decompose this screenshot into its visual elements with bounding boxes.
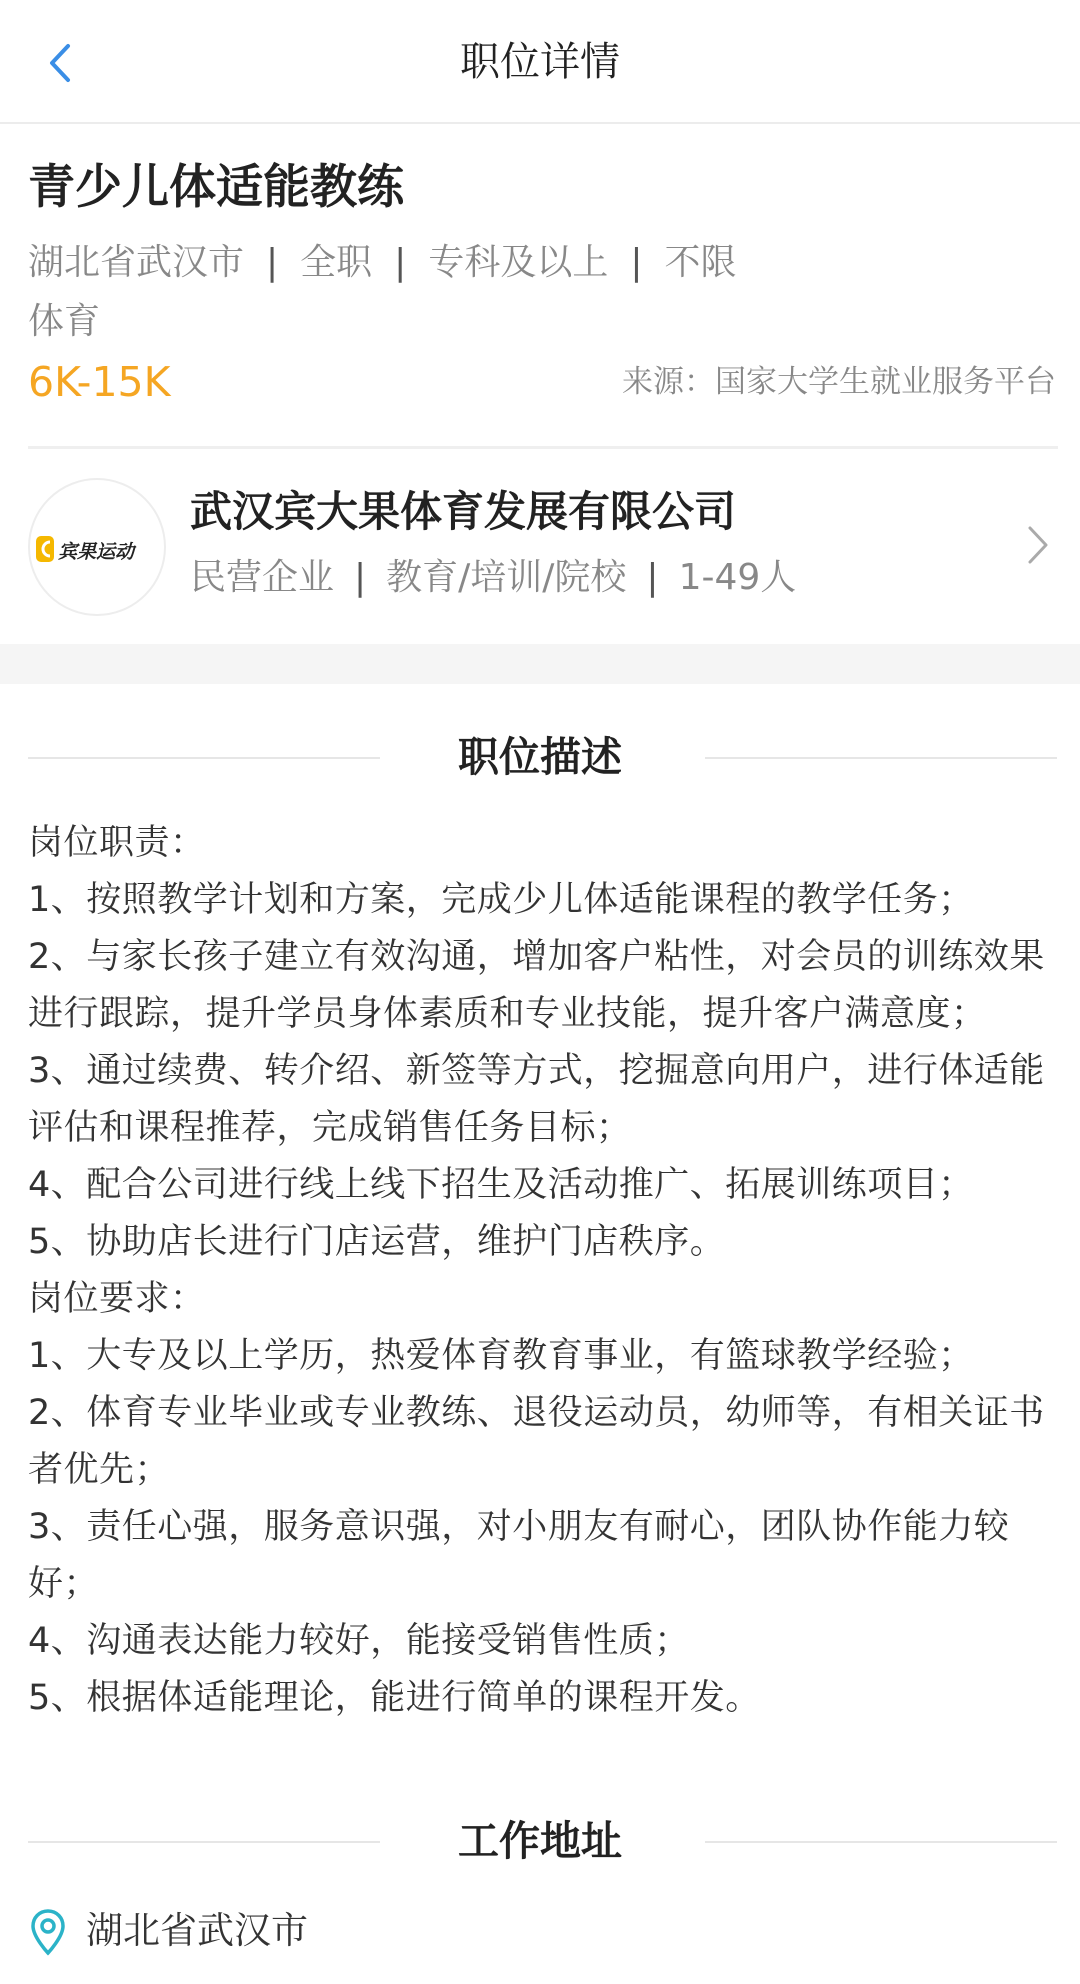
nav-bar — [0, 0, 1080, 124]
address-heading — [0, 1811, 1080, 1871]
description-line: 5、根据体适能理论，能进行简单的课程开发。 — [28, 1678, 761, 1718]
description-line: 3、责任心强，服务意识强，对小朋友有耐心，团队协作能力较好； — [28, 1507, 1010, 1604]
company-logo-image — [30, 480, 166, 616]
description-line: 3、通过续费、转介绍、新签等方式，挖掘意向用户，进行体适能评估和课程推荐，完成销售任务目标； — [28, 1051, 1045, 1148]
company-ownership: 民营企业 — [190, 557, 335, 598]
section-spacer — [0, 644, 1080, 684]
company-meta — [190, 552, 796, 604]
description-line: 4、沟通表达能力较好，能接受销售性质； — [28, 1621, 690, 1661]
job-type: 全职 — [300, 242, 373, 283]
chevron-right-icon — [1024, 522, 1052, 568]
description-line: 岗位要求： — [28, 1279, 206, 1319]
location-pin-icon — [28, 1907, 68, 1957]
description-line: 4、配合公司进行线上线下招生及活动推广、拓展训练项目； — [28, 1165, 974, 1205]
company-logo — [28, 478, 166, 616]
job-education: 专科及以上 — [428, 242, 609, 283]
job-salary: 6K-15K — [28, 358, 171, 406]
description-line: 岗位职责： — [28, 823, 206, 863]
description-line: 1、按照教学计划和方案，完成少儿体适能课程的教学任务； — [28, 880, 974, 920]
address-title: 工作地址 — [458, 1817, 622, 1865]
company-industry: 教育/培训/院校 — [386, 557, 627, 598]
separator: | — [354, 557, 367, 598]
company-size: 1-49人 — [678, 557, 797, 598]
divider — [705, 1841, 1057, 1843]
job-experience: 不限 — [664, 242, 737, 283]
separator: | — [266, 242, 279, 283]
description-line: 2、体育专业毕业或专业教练、退役运动员，幼师等，有相关证书者优先； — [28, 1393, 1045, 1490]
address-text: 湖北省武汉市 — [86, 1909, 308, 1952]
description-title: 职位描述 — [458, 733, 622, 781]
company-name: 武汉宾大果体育发展有限公司 — [190, 487, 737, 536]
separator: | — [394, 242, 407, 283]
job-meta — [28, 237, 736, 289]
separator: | — [630, 242, 643, 283]
job-source: 来源：国家大学生就业服务平台 — [622, 364, 1056, 400]
divider — [28, 446, 1058, 449]
job-title: 青少儿体适能教练 — [28, 160, 404, 215]
company-card[interactable] — [0, 460, 1080, 628]
description-line: 2、与家长孩子建立有效沟通，增加客户粘性，对会员的训练效果进行跟踪，提升学员身体素质和专业技能，提升客户满意度； — [28, 937, 1045, 1034]
page-title: 职位详情 — [460, 39, 620, 85]
description-heading — [0, 727, 1080, 787]
description-line: 5、协助店长进行门店运营，维护门店秩序。 — [28, 1222, 726, 1262]
description-body — [28, 815, 1058, 1727]
svg-text:宾果运动: 宾果运动 — [58, 541, 135, 563]
job-category: 体育 — [28, 301, 101, 342]
divider — [705, 757, 1057, 759]
description-line: 1、大专及以上学历，热爱体育教育事业，有篮球教学经验； — [28, 1336, 974, 1376]
job-location: 湖北省武汉市 — [28, 242, 245, 283]
separator: | — [646, 557, 659, 598]
